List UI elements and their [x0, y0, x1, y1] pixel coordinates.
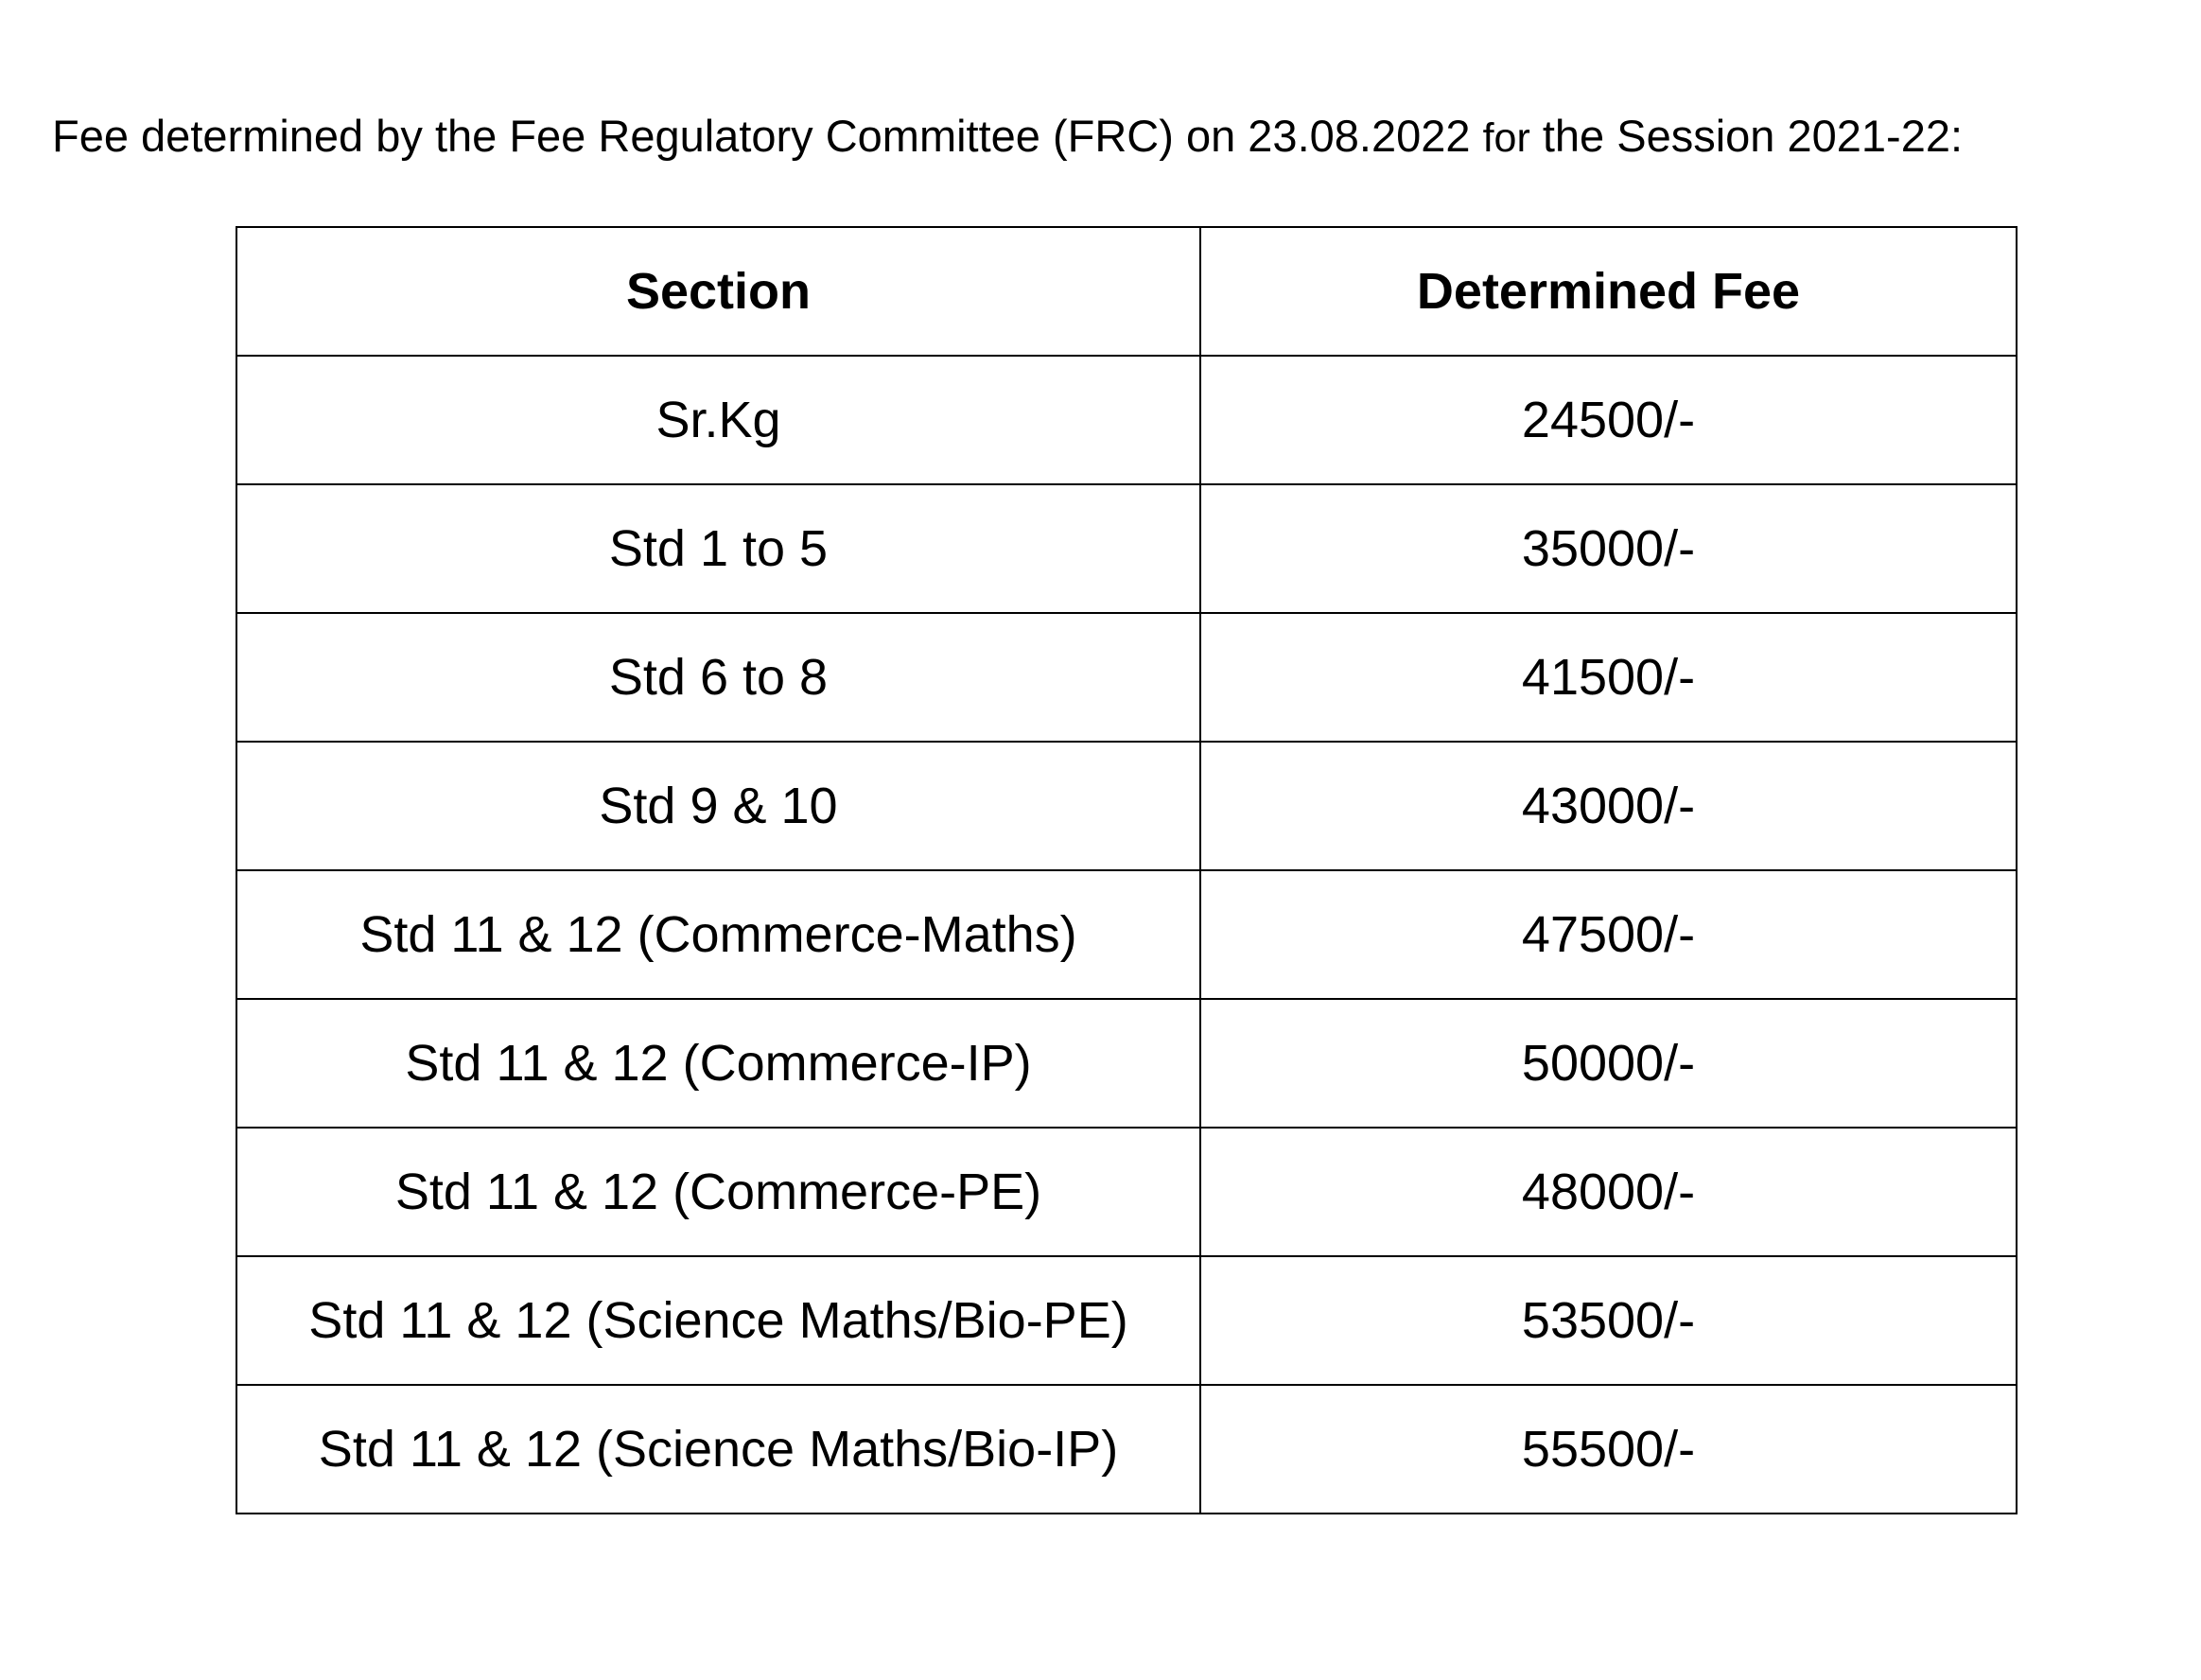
fee-cell: 43000/- — [1200, 742, 2017, 870]
fee-cell: 35000/- — [1200, 484, 2017, 613]
section-cell: Std 6 to 8 — [236, 613, 1200, 742]
section-cell: Std 11 & 12 (Science Maths/Bio-PE) — [236, 1256, 1200, 1385]
fee-cell: 24500/- — [1200, 356, 2017, 484]
page-heading — [52, 111, 1964, 161]
table-row — [236, 999, 2017, 1128]
heading-text-part2: for — [1482, 115, 1530, 161]
section-cell: Std 11 & 12 (Commerce-Maths) — [236, 870, 1200, 999]
heading-text-part1: Fee determined by the Fee Regulatory Committee (FRC) on 23.08.2022 — [52, 111, 1483, 161]
section-cell: Std 11 & 12 (Commerce-PE) — [236, 1128, 1200, 1256]
fee-cell: 53500/- — [1200, 1256, 2017, 1385]
fee-table — [236, 226, 2018, 1514]
table-header-row — [236, 227, 2017, 356]
table-row — [236, 356, 2017, 484]
table-row — [236, 613, 2017, 742]
table-row — [236, 742, 2017, 870]
fee-cell: 55500/- — [1200, 1385, 2017, 1514]
fee-cell: 48000/- — [1200, 1128, 2017, 1256]
table-row — [236, 484, 2017, 613]
table-row — [236, 1128, 2017, 1256]
section-cell: Std 11 & 12 (Commerce-IP) — [236, 999, 1200, 1128]
heading-text-part3: the Session 2021-22: — [1529, 111, 1964, 161]
section-cell: Sr.Kg — [236, 356, 1200, 484]
header-section: Section — [236, 227, 1200, 356]
fee-cell: 50000/- — [1200, 999, 2017, 1128]
table-row — [236, 1385, 2017, 1514]
header-determined-fee: Determined Fee — [1200, 227, 2017, 356]
fee-cell: 47500/- — [1200, 870, 2017, 999]
table-row — [236, 1256, 2017, 1385]
section-cell: Std 11 & 12 (Science Maths/Bio-IP) — [236, 1385, 1200, 1514]
table-row — [236, 870, 2017, 999]
section-cell: Std 9 & 10 — [236, 742, 1200, 870]
section-cell: Std 1 to 5 — [236, 484, 1200, 613]
fee-cell: 41500/- — [1200, 613, 2017, 742]
